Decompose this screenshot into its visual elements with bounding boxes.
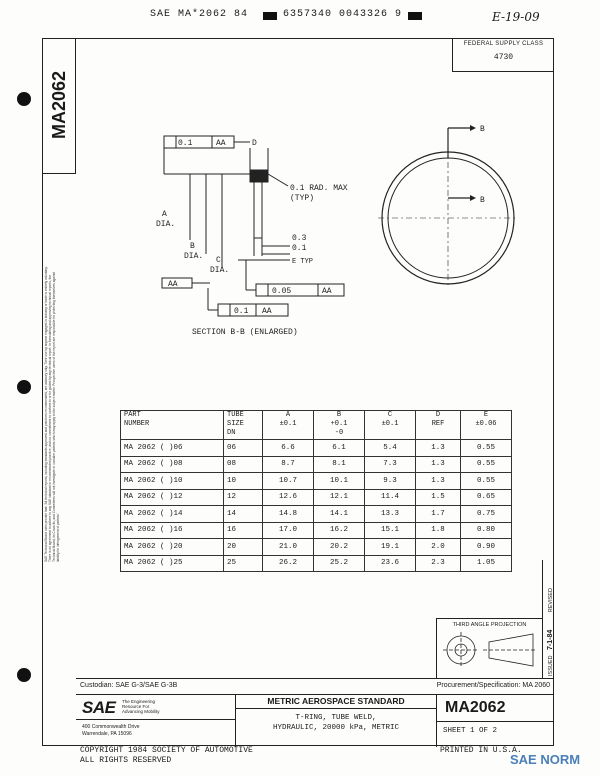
radius-note-1: 0.1 RAD. MAX	[290, 184, 348, 193]
cell-size: 12	[224, 489, 263, 506]
header-barcode-numbers: 6357340 0043326 9	[283, 9, 403, 20]
revision-text	[547, 588, 554, 676]
procurement-text: Procurement/Specification: MA 2060	[436, 682, 550, 689]
perpendicularity-tolerance: 0.05	[272, 287, 292, 296]
sheet-number: SHEET 1 OF 2	[443, 727, 498, 735]
part-title	[236, 713, 436, 733]
title-line-1: T-RING, TUBE WELD,	[295, 714, 377, 722]
sae-logo: SAE	[82, 698, 116, 717]
dim-e-label: E TYP	[292, 258, 314, 266]
header-tube-size: TUBE SIZE DN	[224, 411, 263, 440]
table-header-row	[121, 411, 512, 440]
concentricity-tolerance: 0.1	[234, 307, 249, 316]
header-b: B +0.1 -0	[314, 411, 365, 440]
cell-a: 14.8	[263, 506, 314, 523]
cell-part: MA 2062 ( )06	[121, 440, 224, 457]
issued-date: 7-1-84	[547, 629, 554, 650]
federal-supply-label: FEDERAL SUPPLY CLASS	[463, 41, 544, 47]
cell-b: 12.1	[314, 489, 365, 506]
cell-e: 0.65	[461, 489, 512, 506]
cell-part: MA 2062 ( )08	[121, 456, 224, 473]
cell-c: 19.1	[365, 539, 416, 556]
perpendicularity-datum: AA	[322, 287, 332, 296]
cell-b: 8.1	[314, 456, 365, 473]
cell-part: MA 2062 ( )10	[121, 473, 224, 490]
dim-03-label: 0.3	[292, 234, 307, 243]
handwritten-date: E-19-09	[492, 10, 540, 24]
cell-size: 25	[224, 555, 263, 572]
sae-address: 400 Commonwealth Drive Warrendale, PA 15096	[82, 724, 140, 737]
radius-note-2: (TYP)	[290, 194, 315, 203]
copyright-line-1: COPYRIGHT 1984 SOCIETY OF AUTOMOTIVE	[80, 746, 253, 755]
cell-size: 20	[224, 539, 263, 556]
cell-d: 1.7	[416, 506, 461, 523]
binder-hole-top	[17, 92, 31, 106]
cell-a: 10.7	[263, 473, 314, 490]
cell-d: 1.3	[416, 473, 461, 490]
sae-divider	[76, 719, 235, 720]
printed-text: PRINTED IN U.S.A.	[440, 746, 522, 755]
title-block	[76, 694, 554, 747]
dim-c-label: C	[216, 256, 221, 265]
side-title: MA2062	[49, 70, 69, 140]
header-e: E ±0.06	[461, 411, 512, 440]
cell-c: 9.3	[365, 473, 416, 490]
cell-b: 25.2	[314, 555, 365, 572]
barcode-block-2	[408, 12, 422, 20]
cell-e: 0.55	[461, 440, 512, 457]
sae-tagline: The Engineering Resource For Advancing Mobility	[122, 699, 160, 714]
cell-e: 1.05	[461, 555, 512, 572]
watermark: SAE NORM	[510, 752, 581, 767]
cell-b: 10.1	[314, 473, 365, 490]
cell-d: 1.5	[416, 489, 461, 506]
binder-hole-bottom	[17, 668, 31, 682]
header-c: C ±0.1	[365, 411, 416, 440]
cell-c: 23.6	[365, 555, 416, 572]
header-a: A ±0.1	[263, 411, 314, 440]
cell-a: 8.7	[263, 456, 314, 473]
dim-b-dia: DIA.	[184, 252, 204, 261]
cell-d: 1.3	[416, 456, 461, 473]
cell-size: 08	[224, 456, 263, 473]
custodian-text: Custodian: SAE G-3/SAE G-3B	[80, 682, 178, 689]
custodian-strip	[76, 678, 554, 695]
section-drawing	[150, 128, 350, 338]
cell-b: 16.2	[314, 522, 365, 539]
cell-e: 0.75	[461, 506, 512, 523]
header-d: D REF	[416, 411, 461, 440]
dim-a-dia: DIA.	[156, 220, 176, 229]
cell-d: 1.3	[416, 440, 461, 457]
cell-a: 17.0	[263, 522, 314, 539]
cell-c: 15.1	[365, 522, 416, 539]
table-row	[121, 440, 512, 457]
table-row	[121, 473, 512, 490]
cell-c: 7.3	[365, 456, 416, 473]
cell-part: MA 2062 ( )16	[121, 522, 224, 539]
section-label: SECTION B-B (ENLARGED)	[192, 328, 298, 337]
side-title-box	[42, 38, 76, 174]
issued-label: ISSUED	[548, 655, 554, 676]
cell-size: 10	[224, 473, 263, 490]
sae-logo-cell	[76, 695, 236, 747]
table-row	[121, 506, 512, 523]
cell-a: 26.2	[263, 555, 314, 572]
projection-label: THIRD ANGLE PROJECTION	[452, 622, 527, 628]
cell-a: 21.0	[263, 539, 314, 556]
ring-view	[378, 118, 528, 298]
ring-b-mid: B	[480, 196, 485, 205]
cell-part: MA 2062 ( )20	[121, 539, 224, 556]
cell-e: 0.90	[461, 539, 512, 556]
table-row	[121, 555, 512, 572]
section-profile-top	[250, 170, 268, 182]
cell-a: 6.6	[263, 440, 314, 457]
cell-size: 14	[224, 506, 263, 523]
dim-01-label: 0.1	[292, 244, 307, 253]
cell-part: MA 2062 ( )25	[121, 555, 224, 572]
cell-c: 5.4	[365, 440, 416, 457]
table-row	[121, 489, 512, 506]
datum-aa-left: AA	[168, 280, 178, 289]
barcode-block-1	[263, 12, 277, 20]
cell-b: 14.1	[314, 506, 365, 523]
cell-d: 1.8	[416, 522, 461, 539]
table-row	[121, 522, 512, 539]
cell-part: MA 2062 ( )14	[121, 506, 224, 523]
projection-symbol	[437, 628, 541, 672]
cell-e: 0.55	[461, 456, 512, 473]
standard-type: METRIC AEROSPACE STANDARD	[236, 695, 436, 709]
cell-b: 6.1	[314, 440, 365, 457]
federal-supply-value: 4730	[493, 53, 514, 62]
doc-number-cell	[436, 695, 554, 747]
cell-part: MA 2062 ( )12	[121, 489, 224, 506]
doc-divider	[437, 721, 554, 722]
table-row	[121, 456, 512, 473]
title-line-2: HYDRAULIC, 20000 kPa, METRIC	[272, 724, 400, 732]
cell-d: 2.0	[416, 539, 461, 556]
projection-box	[436, 618, 542, 678]
dim-b-label: B	[190, 242, 195, 251]
ring-b-top: B	[480, 125, 485, 134]
cell-b: 20.2	[314, 539, 365, 556]
sae-disclaimer-text: SAE Technical Board rules provide that: 'All technical reports, including standards approved and practices recommended, are advisory only. Their use by anyone engaged in industry or trade is entirely voluntary. There is no agreement to adhere to any SAE standard or recommended practice, and no commitment to conform to or be guided by any technical report. In formulating and approving technical reports, the Technical Board, its Councils, and Committees will not investigate or consider patents which may apply to the subject matter. Prospective users of the report are responsible for protecting themselves against liability for infringement of patents.'	[44, 266, 60, 562]
doc-number: MA2062	[445, 699, 506, 716]
header-code-line: SAE MA*2062 84	[150, 9, 249, 20]
header-part-number: PART NUMBER	[121, 411, 224, 440]
cell-size: 06	[224, 440, 263, 457]
dim-a-label: A	[162, 210, 167, 219]
cell-e: 0.80	[461, 522, 512, 539]
revised-label: REVISED	[548, 588, 554, 613]
dimension-table	[120, 410, 512, 572]
binder-hole-middle	[17, 380, 31, 394]
cell-c: 13.3	[365, 506, 416, 523]
cell-e: 0.55	[461, 473, 512, 490]
dim-c-dia: DIA.	[210, 266, 230, 275]
dim-d-label: D	[252, 139, 257, 148]
flatness-tolerance: 0.1	[178, 139, 193, 148]
flatness-datum: AA	[216, 139, 226, 148]
copyright-line-2: ALL RIGHTS RESERVED	[80, 756, 172, 765]
concentricity-datum: AA	[262, 307, 272, 316]
federal-supply-class-box	[452, 38, 554, 72]
table-row	[121, 539, 512, 556]
cell-d: 2.3	[416, 555, 461, 572]
cell-c: 11.4	[365, 489, 416, 506]
cell-a: 12.6	[263, 489, 314, 506]
cell-size: 16	[224, 522, 263, 539]
